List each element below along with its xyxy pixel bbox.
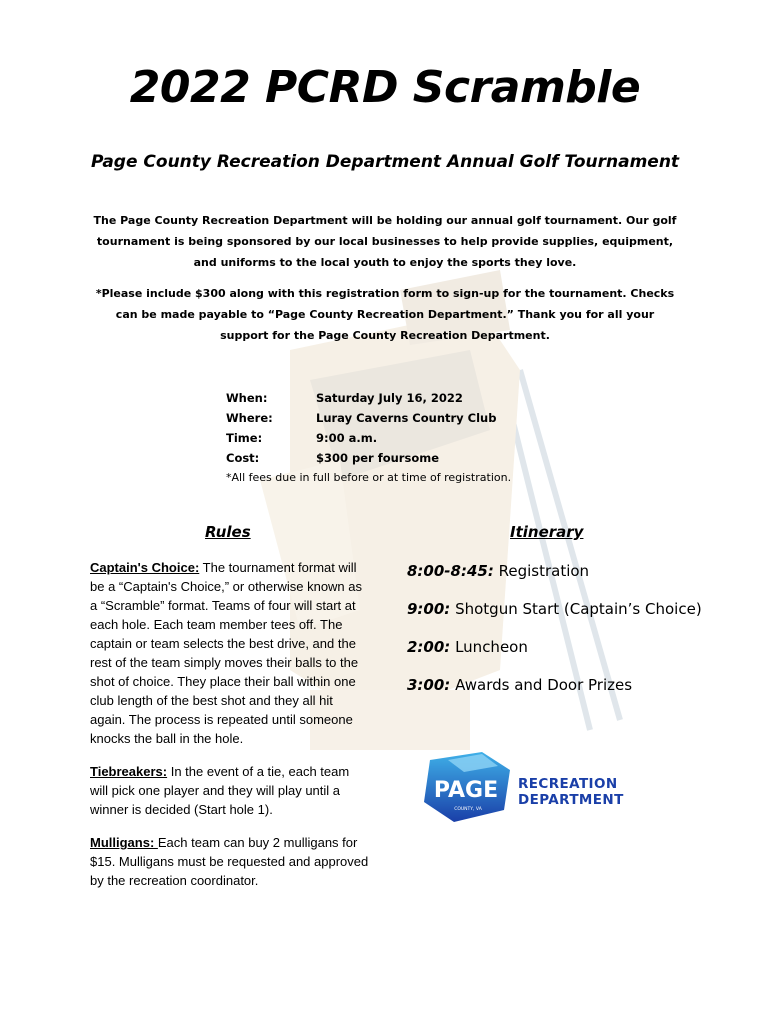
cost-label: Cost: — [226, 451, 260, 465]
where-label: Where: — [226, 411, 273, 425]
itinerary-time: 2:00: — [407, 638, 451, 656]
detail-row-time — [226, 428, 511, 448]
cost-value: $300 per foursome — [316, 451, 440, 465]
detail-row-when — [226, 388, 511, 408]
logo-badge-subtext: COUNTY, VA — [454, 807, 482, 812]
itinerary-time: 9:00: — [407, 600, 451, 618]
fees-note: *All fees due in full before or at time of registration. — [226, 471, 512, 484]
logo-badge-text: PAGE — [433, 778, 499, 803]
detail-row-where — [226, 408, 511, 428]
event-details — [226, 388, 511, 488]
where-value: Luray Caverns Country Club — [316, 411, 497, 425]
itinerary-heading: Itinerary — [510, 523, 584, 541]
logo-wordmark — [518, 776, 624, 808]
page-title: 2022 PCRD Scramble — [129, 62, 641, 113]
logo-line-2: DEPARTMENT — [518, 792, 624, 808]
time-value: 9:00 a.m. — [316, 431, 378, 445]
payment-paragraph: *Please include $300 along with this registration form to sign-up for the tournament. Checks can be made payable to “Page County Recreation Department.” Thank you for all your support for the Page County Recreation Department. — [95, 287, 675, 342]
when-value: Saturday July 16, 2022 — [316, 391, 463, 405]
itinerary-item — [407, 637, 702, 675]
intro-paragraph: The Page County Recreation Department will be holding our annual golf tournament. Our golf tournament is being sponsored by our local businesses to help provide supplies, equipment, and uniforms to the local youth to enjoy the sports they love. — [93, 214, 677, 269]
mulligans-key: Mulligans: — [90, 835, 158, 850]
rule-mulligans — [90, 833, 370, 890]
time-label: Time: — [226, 431, 263, 445]
tiebreakers-text: In the event of a tie, each team will pick one player and they will play until a winner is decided (Start hole 1). — [90, 764, 350, 817]
rule-tiebreakers — [90, 762, 370, 819]
itinerary-item — [407, 675, 702, 713]
itinerary-time: 8:00-8:45: — [407, 562, 494, 580]
tiebreakers-key: Tiebreakers: — [90, 764, 168, 779]
mulligans-text: Each team can buy 2 mulligans for $15. Mulligans must be requested and approved by the recreation coordinator. — [90, 835, 369, 888]
itinerary-list — [407, 561, 702, 713]
itinerary-item — [407, 561, 702, 599]
captains-choice-key: Captain's Choice: — [90, 560, 200, 575]
logo-line-1: RECREATION — [518, 776, 618, 792]
rules-heading: Rules — [205, 523, 251, 541]
captains-choice-text: The tournament format will be a “Captain's Choice,” or otherwise known as a “Scramble” format. Teams of four will start at each hole. Each team member tees off. The captain or team selects the best drive, and the rest of the team simply moves their balls to the shot of choice. They place their ball within one club length of the best shot and they all hit again. The process is repeated until someone knocks the ball in the hole. — [90, 560, 363, 746]
page-subtitle: Page County Recreation Department Annual Golf Tournament — [90, 152, 680, 172]
itinerary-event: Shotgun Start (Captain’s Choice) — [450, 600, 702, 618]
itinerary-event: Registration — [493, 562, 590, 580]
itinerary-time: 3:00: — [407, 676, 451, 694]
itinerary-event: Awards and Door Prizes — [450, 676, 633, 694]
rule-captains-choice — [90, 558, 370, 748]
when-label: When: — [226, 391, 268, 405]
detail-row-cost — [226, 448, 511, 468]
itinerary-event: Luncheon — [450, 638, 528, 656]
itinerary-item — [407, 599, 702, 637]
rules-section — [90, 558, 370, 904]
